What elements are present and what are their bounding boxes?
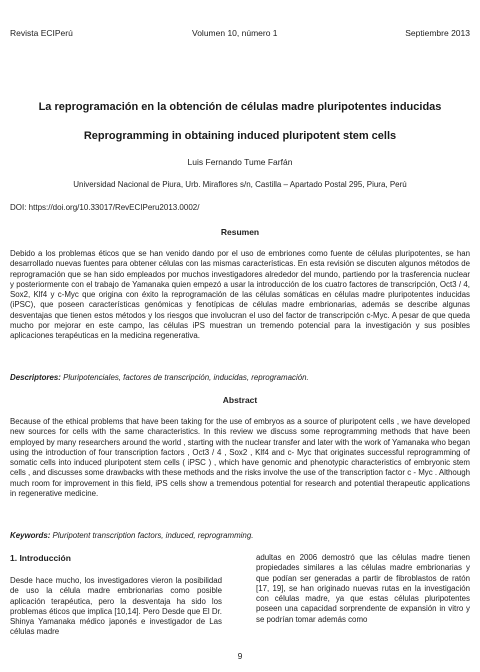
journal-name: Revista ECIPerú [10,28,73,38]
intro-left-column: Desde hace mucho, los investigadores vieron la posibilidad de uso la célula madre embrionarias como posible aplicación terapéutica, pero la desventaja ha sido los problemas éticos que implica [10,14]. Pero Desde que El Dr. Shinya Yamanaka médico japonés e investigador de Las células madre [10,576,222,637]
title-english: Reprogramming in obtaining induced pluripotent stem cells [83,130,397,142]
keywords-text: Pluripotent transcription factors, induced, reprogramming. [50,531,254,540]
resumen-heading: Resumen [220,227,260,237]
descriptores-line [10,373,470,382]
title-spanish: La reprogramación en la obtención de células madre pluripotentes inducidas [38,101,442,113]
resumen-text: Debido a los problemas éticos que se han venido dando por el uso de embriones como fuente de células pluripotentes, se han desarrollado nuevas fuentes para obtener células con las mismas características. En esta revisión se discuten algunos métodos de reprogramación que se han sido empleados por muchos investigadores alrededor del mundo, partiendo por la trasferencia nuclear y posteriormente con el trabajo de Yamanaka quien empezó a usar la introducción de los cuatro factores de transcripción, Oct3 / 4, Sox2, Klf4 y c-Myc que origina con éxito la reprogramación de las células somáticas en células madre pluripotentes inducidas (iPSC), que poseen características genómicas y fenotípicas de células madre embrionarias, además se describe algunas desventajas que tienen estos métodos y los riesgos que involucran el uso del factor de transcripción c-Myc. A pesar de que queda mucho por mejorar en este campo, las células iPS muestran un tremendo potencial para la investigación y sus posibles aplicaciones terapéuticas en la medicina regenerativa. [10,249,470,341]
abstract-text: Because of the ethical problems that have been taking for the use of embryos as a source of pluripotent cells , we have developed new sources for cells with the same characteristics. In this review we discuss some reprogramming methods that have been employed by many researchers around the world , starting with the nuclear transfer and later with the work of Yamanaka who began using the introduction of four transcription factors , Oct3 / 4 , Sox2 , Klf4 and c- Myc that originates successful reprogramming of somatic cells into induced pluripotent stem cells ( iPSC ) , which have genomic and phenotypic characteristics of embryonic stem cells , and discusses some drawbacks with these methods and the risks involve the use of the transcription factor c - Myc . Although much room for improvement in this field, iPS cells show a tremendous potential for research and potential therapeutic applications in regenerative medicine. [10,417,470,499]
page-number: 9 [237,651,243,661]
affiliation: Universidad Nacional de Piura, Urb. Miraflores s/n, Castilla – Apartado Postal 295, Piura, Perú [73,180,407,189]
author: Luis Fernando Tume Farfán [187,157,293,167]
volume-info: Volumen 10, número 1 [192,28,278,38]
issue-date: Septiembre 2013 [405,28,470,38]
doi-link[interactable]: DOI: https://doi.org/10.33017/RevECIPeru2013.0002/ [10,203,200,212]
intro-right-column: adultas en 2006 demostró que las células madre tienen propiedades similares a las células madre embrionarias y que podían ser generadas a partir de fibroblastos de ratón [17, 19], se han originado nuevas rutas en la investigación con células madre, ya que estas células pluripotentes poseen una capacidad sorprendente de expansión in vitro y se podrían tomar además como [256,553,470,624]
descriptores-text: Pluripotenciales, factores de transcripción, inducidas, reprogramación. [60,373,309,382]
descriptores-label: Descriptores: [10,373,61,382]
keywords-label: Keywords: [10,531,51,540]
intro-heading: 1. Introducción [10,553,71,563]
abstract-heading: Abstract [222,395,258,405]
keywords-line [10,531,470,540]
